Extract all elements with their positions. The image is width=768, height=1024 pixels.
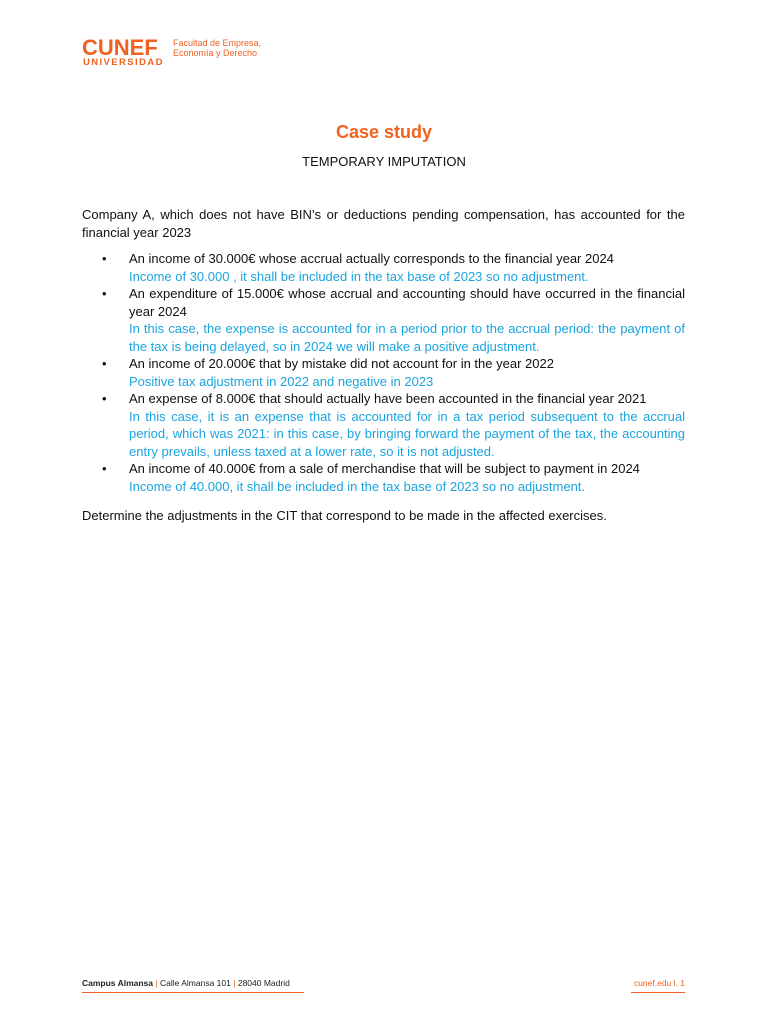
- logo-wordmark: CUNEF: [82, 35, 158, 60]
- list-item: [82, 355, 685, 390]
- closing-paragraph: Determine the adjustments in the CIT that correspond to be made in the affected exercises.: [82, 508, 607, 523]
- list-item: [82, 460, 685, 495]
- page-footer: [82, 977, 685, 997]
- footer-street: Calle Almansa 101: [159, 978, 231, 988]
- footer-site-link[interactable]: cunef.edu: [633, 978, 672, 988]
- page-number: l. 1: [673, 978, 685, 988]
- footer-separator: |: [233, 978, 236, 988]
- intro-paragraph: Company A, which does not have BIN’s or deductions pending compensation, has accounted for the financial year 2023: [82, 207, 685, 240]
- case-statement: An income of 30.000€ whose accrual actually corresponds to the financial year 2024: [129, 251, 614, 266]
- document-body: [82, 206, 685, 525]
- case-statement: An income of 40.000€ from a sale of merchandise that will be subject to payment in 2024: [129, 461, 640, 476]
- case-answer: Income of 40.000, it shall be included in the tax base of 2023 so no adjustment.: [129, 478, 586, 494]
- page-subtitle: TEMPORARY IMPUTATION: [302, 154, 466, 169]
- footer-separator: |: [155, 978, 158, 988]
- list-item: [82, 285, 685, 355]
- bullet-icon: •: [102, 461, 107, 476]
- case-list: [82, 250, 685, 495]
- bullet-icon: •: [102, 391, 107, 406]
- page-title: Case study: [335, 122, 433, 142]
- list-item: [82, 250, 685, 285]
- case-statement: An expense of 8.000€ that should actually have been accounted in the financial year 2021: [129, 391, 647, 406]
- footer-rule-right: [631, 992, 685, 993]
- bullet-icon: •: [102, 286, 107, 301]
- bullet-icon: •: [102, 251, 107, 266]
- faculty-line-2: Economía y Derecho: [173, 47, 258, 58]
- faculty-line-1: Facultad de Empresa,: [173, 38, 262, 48]
- case-statement: An income of 20.000€ that by mistake did not account for in the year 2022: [129, 356, 554, 371]
- footer-rule-left: [82, 992, 304, 993]
- footer-page-info: [634, 977, 685, 989]
- footer-campus: Campus Almansa: [82, 978, 154, 988]
- list-item: [82, 390, 685, 460]
- faculty-name: [173, 39, 293, 58]
- case-statement: An expenditure of 15.000€ whose accrual and accounting should have occurred in the financial year 2024: [129, 286, 685, 319]
- footer-address: [82, 977, 290, 989]
- footer-postal: 28040 Madrid: [237, 978, 290, 988]
- case-answer: In this case, the expense is accounted for in a period prior to the accrual period: the payment of the tax is being delayed, so in 2024 we will make a positive adjustment.: [129, 321, 685, 354]
- logo-university: UNIVERSIDAD: [83, 57, 164, 68]
- case-answer: Income of 30.000 , it shall be included in the tax base of 2023 so no adjustment.: [129, 268, 589, 284]
- case-answer: In this case, it is an expense that is accounted for in a tax period subsequent to the accrual period, which was 2021: in this case, by bringing forward the payment of the tax, the accounting entry prevails, unless taxed at a lower rate, so it is not adjusted.: [129, 408, 685, 459]
- case-answer: Positive tax adjustment in 2022 and negative in 2023: [129, 373, 434, 389]
- bullet-icon: •: [102, 356, 107, 371]
